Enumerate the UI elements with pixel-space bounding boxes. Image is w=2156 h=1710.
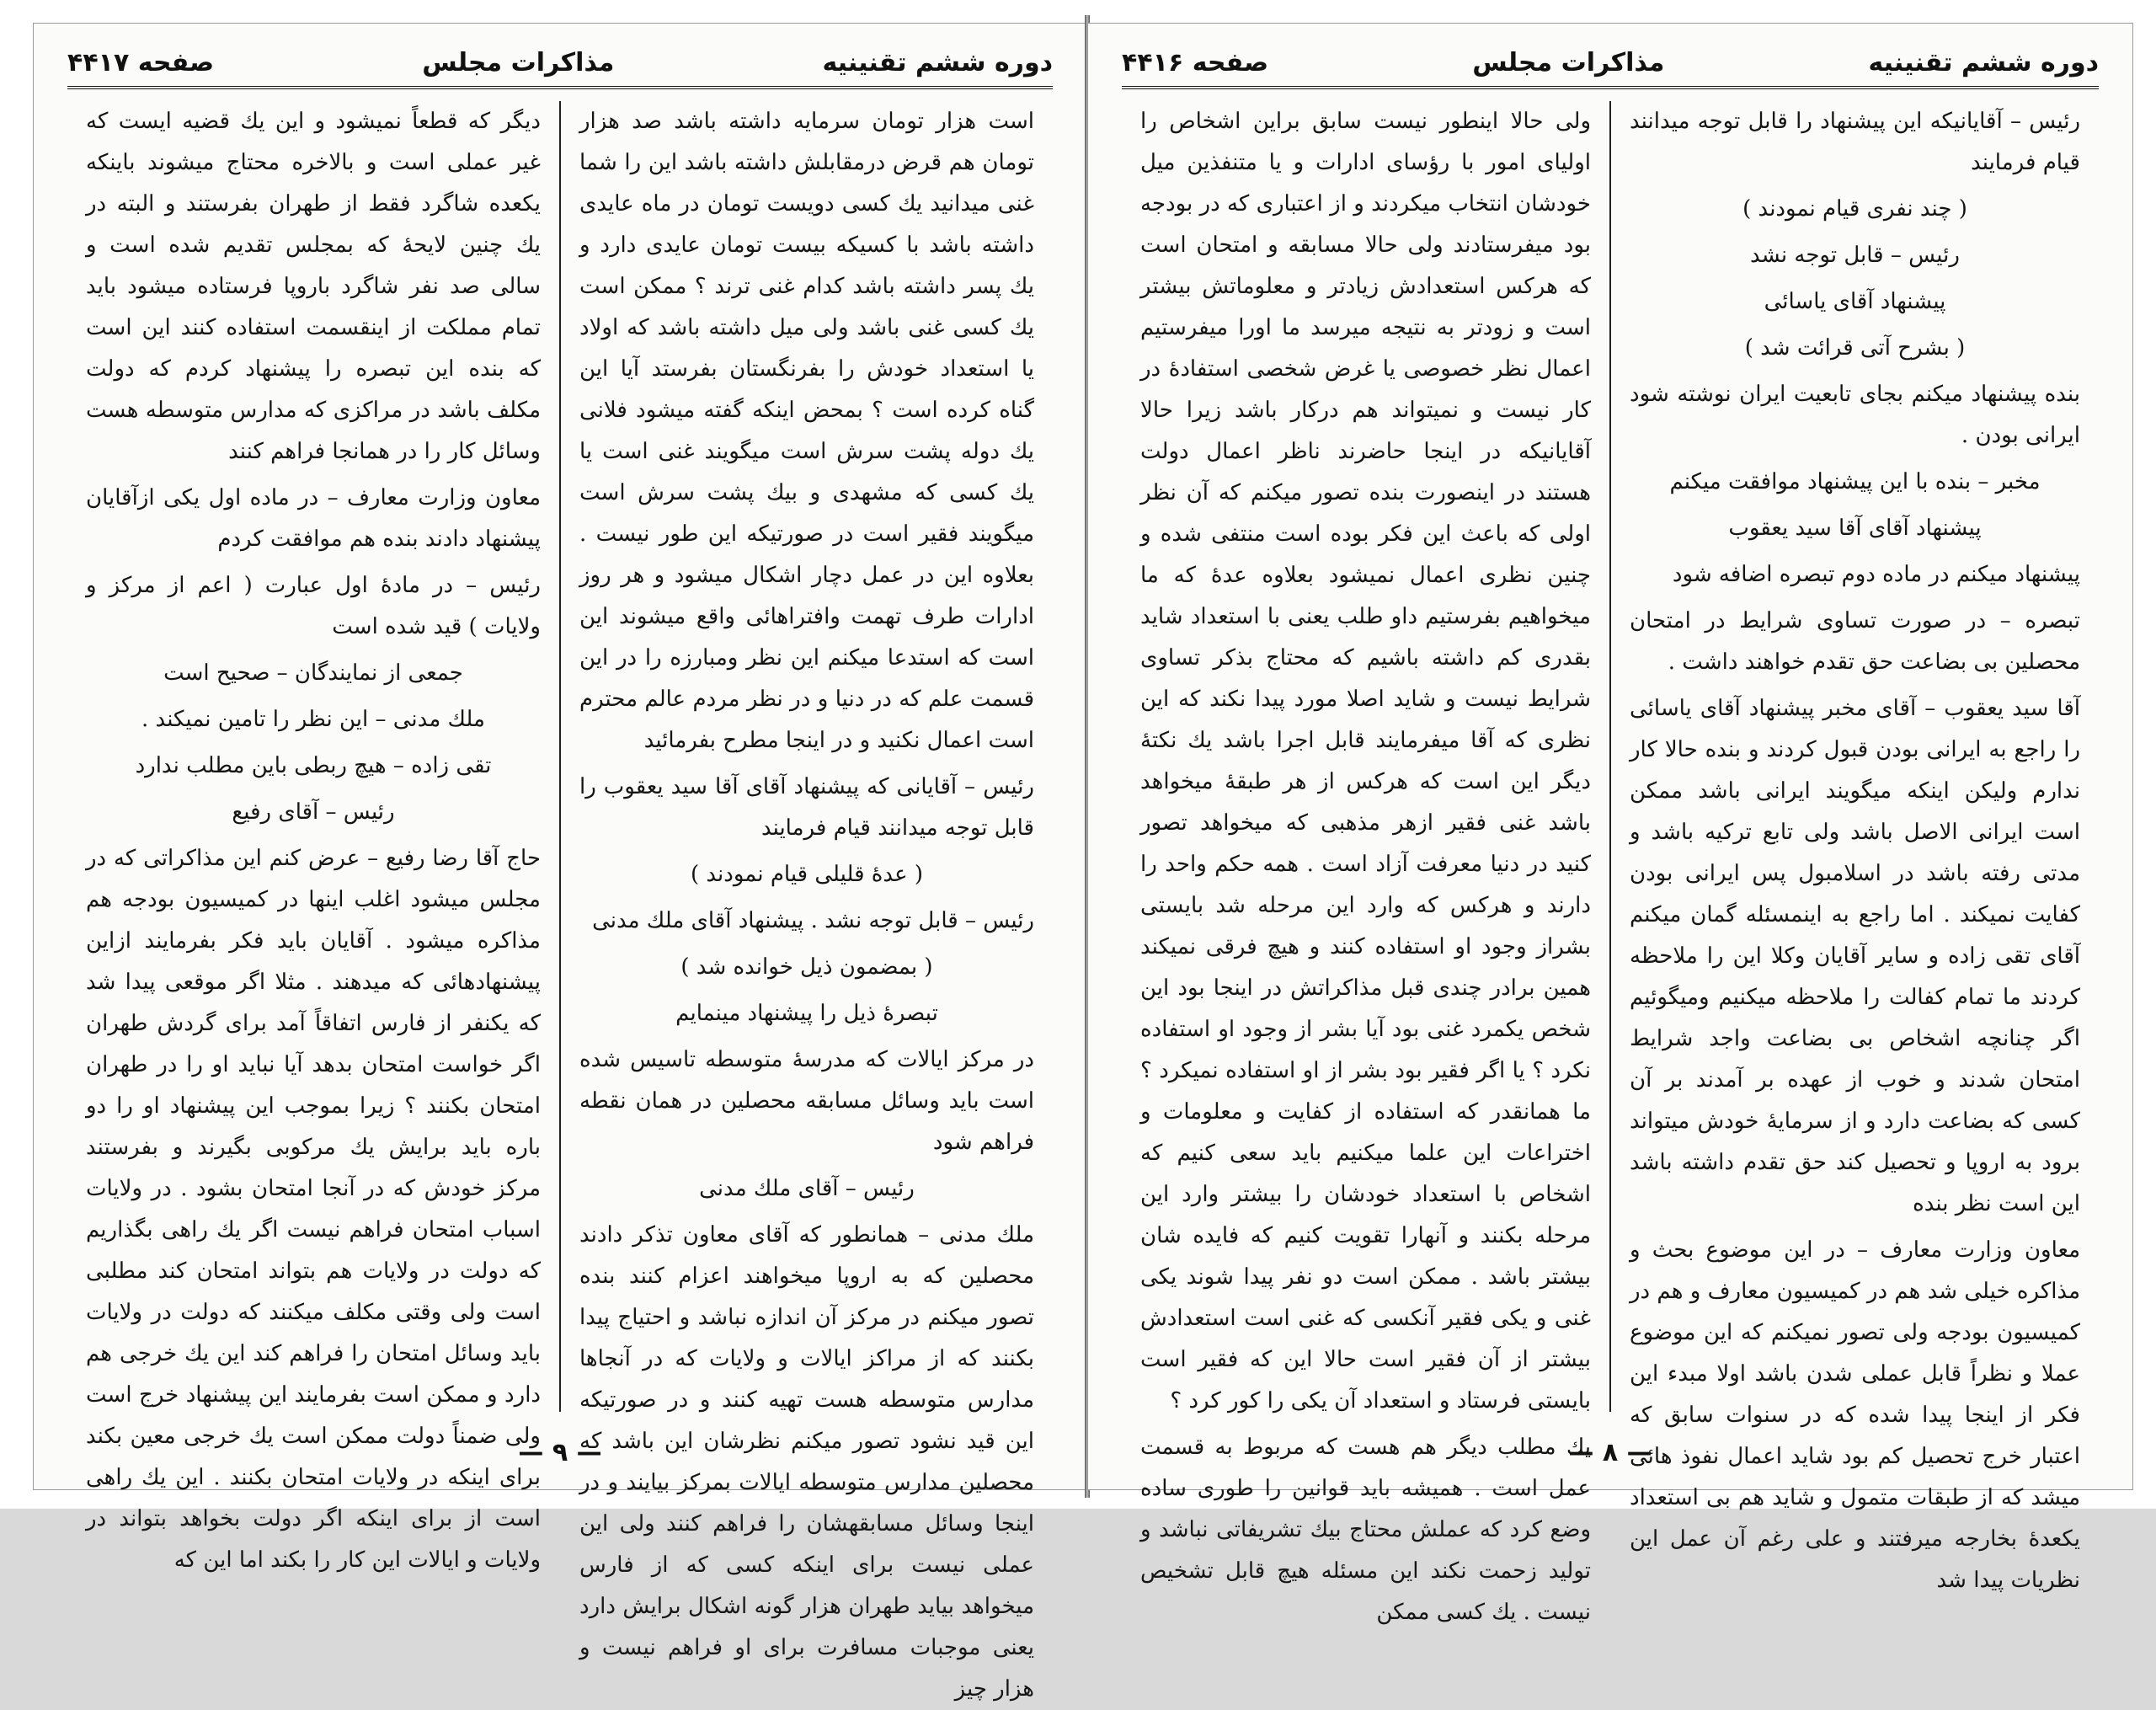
paragraph: مخبر – بنده با این پیشنهاد موافقت میکنم: [1669, 469, 2041, 494]
right-column-right: [1611, 101, 2099, 1593]
column-divider: [1609, 101, 1611, 1412]
paragraph: تبصره – در صورت تساوی شرایط در امتحان محصلین بی بضاعت حق تقدم خواهند داشت .: [1630, 608, 2080, 675]
column-divider: [559, 101, 561, 1412]
paragraph: ( چند نفری قیام نمودند ): [1742, 196, 1967, 222]
paragraph: معاون وزارت معارف – در این موضوع بحث و مذاکره خیلی شد هم در کمیسیون معارف و هم در کمیسیون بودجه ولی تصور نمیکنم که این موضوع عملا و نظراً قابل عملی شدن باشد اولا مبدء این فکر از اینجا پیدا شده که در سنوات سابق که اعتبار خرج تحصیل کم بود شاید اعمال نفوذ هائی میشد که از طبقات متمول و شاید هم بی استعداد یکعدهٔ بخارجه میرفتند و علی رغم آن عمل این نظریات پیدا شد: [1630, 1237, 2080, 1593]
paragraph: جمعی از نمایندگان – صحیح است: [163, 660, 463, 686]
paragraph: حاج آقا رضا رفیع – عرض کنم این مذاکراتی که در مجلس میشود اغلب اینها در کمیسیون بودجه هم مذاکره میشود . آقایان باید فکر بفرمایند ازاین پیشنهادهائی که میدهند . مثلا اگر موقعی پیدا شد که یکنفر از فارس اتفاقاً آمد برای گردش طهران اگر خواست امتحان بدهد آیا نباید او را در طهران امتحان بکنند ؟ زیرا بموجب این پیشنهاد او را دو باره باید برایش یك مرکوبی بگیرند و بفرستند مرکز خودش که در آنجا امتحان بشود . در ولایات اسباب امتحان فراهم نیست اگر یك راهی بگذاریم که دولت در ولایات هم بتواند امتحان کند مطلبی است ولی وقتی مکلف میکنند که دولت در ولایات باید وسائل امتحان را فراهم کند این یك خرجی هم دارد و ممکن است بفرمایند این پیشنهاد خرج است ولی ضمناً دولت ممکن است یك خرجی معین بکند برای اینکه در ولایات امتحان بکنند . این یك راهی است از برای اینکه اگر دولت بخواهد بتواند در ولایات و ایالات این کار را بکند اما این که: [86, 846, 541, 1573]
right-column-left: [1122, 101, 1609, 1625]
paragraph: ولی حالا اینطور نیست سابق براین اشخاص را اولیای امور با رؤسای ادارات و یا متنفذین میل خودشان انتخاب میکردند و از اعتباری که در بودجه بود میفرستادند ولی حالا مسابقه و امتحان است که هرکس استعدادش زیادتر و معلوماتش بیشتر است و زودتر به نتیجه میرسد ما اورا میفرستیم اعمال نظر خصوصی یا غرض شخصی استفادهٔ در کار نیست و نمیتواند هم درکار باشد زیرا حالا آقایانیکه در اینجا حاضرند ناظر اعمال دولت هستند در اینصورت بنده تصور میکنم که آن نظر اولی که باعث این فکر بوده است منتفی شده و چنین نظری اعمال نمیشود بعلاوه عدهٔ که ما میخواهیم بفرستیم داو طلب یعنی با استعداد شاید بقدری کم داشته باشیم که محتاج بذکر تساوی شرایط نیست و شاید اصلا مورد پیدا نکند که این نظری که آقا میفرمایند قابل اجرا باشد یك نکتهٔ دیگر این است که هرکس از هر طبقهٔ میخواهد باشد غنی فقیر ازهر مذهبی که میخواهد تصور کنید در دنیا معرفت آزاد است . همه حکم واحد را دارند و هرکس که وارد این مرحله شد بایستی بشراز وجود او استفاده کنند و هیچ فرقی نمیکند همین برادر چندی قبل مذاکراتش در اینجا بود این شخص یکمرد غنی بود آیا بشر از وجود او استفاده نکرد ؟ یا اگر فقیر بود بشر از او استفاده نمیکرد ؟ ما همانقدر که استفاده از کفایت و معلومات و اختراعات این علما میکنیم باید سعی کنیم که اشخاص با استعداد خودشان را بیشتر وارد این مرحله بکنند و آنهارا تقویت کنیم که فایده شان بیشتر باشد . ممکن است دو نفر پیدا شوند یکی غنی و یکی فقیر آنکسی که غنی است استعدادش بیشتر از آن فقیر است حالا این که فقیر است بایستی فرستاد و استعداد آن یکی را کور کرد ؟: [1140, 109, 1591, 1413]
paragraph: رئیس – آقایانی که پیشنهاد آقای آقا سید یعقوب را قابل توجه میدانند قیام فرمایند: [579, 774, 1034, 841]
paragraph: رئیس – آقای ملك مدنی: [699, 1176, 915, 1201]
paragraph: بنده پیشنهاد میکنم بجای تابعیت ایران نوشته شود ایرانی بودن .: [1630, 382, 2080, 448]
paragraph: ( بمضمون ذیل خوانده شد ): [680, 954, 933, 980]
paragraph: معاون وزارت معارف – در ماده اول یکی ازآقایان پیشنهاد دادند بنده هم موافقت کردم: [86, 485, 541, 552]
paragraph: است هزار تومان سرمایه داشته باشد صد هزار تومان هم قرض درمقابلش داشته باشد این را شما غنی میدانید یك کسی دویست تومان در ماه عایدی داشته باشد با کسیکه بیست تومان عایدی دارد و یك پسر داشته باشد کدام غنی ترند ؟ ممکن است یك کسی غنی باشد ولی میل داشته باشد که اولاد یا استعداد خودش را بفرنگستان بفرستد آیا این گناه کرده است ؟ بمحض اینکه گفته میشود فلانی یك دوله پشت سرش است میگویند غنی است یا یك کسی که مشهدی و بیك پشت سرش است میگویند فقیر است در صورتیکه این طور نیست . بعلاوه این در عمل دچار اشکال میشود و هر روز ادارات طرف تهمت وافتراهائی واقع میشوند این است که استدعا میکنم این نظر ومبارزه را در این قسمت علم که در دنیا و در نظر مردم عالم محترم است اعمال نکنید و در اینجا مطرح بفرمائید: [579, 109, 1034, 753]
right-title: مذاکرات مجلس: [1472, 47, 1665, 77]
paragraph: آقا سید یعقوب – آقای مخبر پیشنهاد آقای یاسائی را راجع به ایرانی بودن قبول کردند و بنده حالا کار ندارم ولیکن اینکه میگویند ایرانی باشد ممکن است ایرانی الاصل باشد ولی تابع ترکیه باشد و مدتی رفته باشد در اسلامبول پس ایرانی بودن کفایت نمیکند . اما راجع به اینمسئله گمان میکنم آقای تقی زاده و سایر آقایان وکلا این را ملاحظه کردند ما تمام کفالت را ملاحظه میکنیم ومیگوئیم اگر چنانچه اشخاص بی بضاعت واجد شرایط امتحان شدند و خوب از عهده بر آمدند بر آن کسی که بضاعت دارد و از سرمایهٔ خودش میتواند برود به اروپا و تحصیل کند حق تقدم داشته باشد این است نظر بنده: [1630, 696, 2080, 1216]
paragraph: ملك مدنی – همانطور که آقای معاون تذکر دادند محصلین که به اروپا میخواهند اعزام کنند بنده تصور میکنم در مرکز آن اندازه نباشد و احتیاج پیدا بکنند که از مراکز ایالات و ولایات که در آنجاها مدارس متوسطه هست تهیه کنند و در صورتیکه این قید نشود تصور میکنم نظرشان این باشد که محصلین مدارس متوسطه ایالات بمرکز بیایند و در اینجا وسائل مسابقهشان را فراهم کنند ولی این عملی نیست برای اینکه کسی که از فارس میخواهد بیاید طهران هزار گونه اشکال برایش دارد یعنی موجبات مسافرت برای او فراهم نیست و هزار چیز: [579, 1222, 1034, 1702]
left-columns: [67, 101, 1053, 1702]
left-page-header: [67, 39, 1053, 89]
paragraph: رئیس – آقای رفیع: [232, 799, 395, 825]
paragraph: یك مطلب دیگر هم هست که مربوط به قسمت عمل است . همیشه باید قوانین را طوری ساده وضع کرد که عملش محتاج بیك تشریفاتی نباشد و تولید زحمت نکند این مسئله هیچ قابل تشخیص نیست . یك کسی ممکن: [1140, 1435, 1591, 1625]
paragraph: رئیس – قابل توجه نشد . پیشنهاد آقای ملك مدنی: [592, 908, 1034, 933]
left-column-right: [561, 101, 1053, 1702]
right-session-label: دوره ششم تقنینیه: [1868, 47, 2099, 77]
right-columns: [1122, 101, 2099, 1625]
paragraph: رئیس – در مادهٔ اول عبارت ( اعم از مرکز و ولایات ) قید شده است: [86, 573, 541, 639]
paragraph: پیشنهاد آقای آقا سید یعقوب: [1728, 516, 1982, 541]
left-page-footer: [67, 1435, 1053, 1469]
paragraph: دیگر که قطعاً نمیشود و این یك قضیه ایست که غیر عملی است و بالاخره محتاج میشوند باینکه یکعده شاگرد فقط از طهران بفرستند و البته در یك چنین لایحهٔ که بمجلس تقدیم شده است و سالی صد نفر شاگرد باروپا فرستاده میشود باید تمام مملکت از اینقسمت استفاده کنند این است که بنده این تبصره را پیشنهاد کردم که دولت مکلف باشد در مراکزی که مدارس متوسطه هست وسائل کار را در همانجا فراهم کنند: [86, 109, 541, 464]
left-page-number: صفحه ۴۴۱۷: [67, 47, 215, 77]
paragraph: تبصرهٔ ذیل را پیشنهاد مینمایم: [675, 1001, 938, 1026]
paragraph: رئیس – قابل توجه نشد: [1750, 243, 1960, 268]
right-page-header: [1122, 39, 2099, 89]
paragraph: ملك مدنی – این نظر را تامین نمیکند .: [141, 707, 485, 732]
left-session-label: دوره ششم تقنینیه: [822, 47, 1053, 77]
paragraph: رئیس – آقایانیکه این پیشنهاد را قابل توجه میدانند قیام فرمایند: [1630, 109, 2080, 175]
paragraph: ( بشرح آتی قرائت شد ): [1744, 335, 1966, 361]
left-page: [34, 24, 1086, 1702]
right-page: [1088, 24, 2132, 1625]
paragraph: در مرکز ایالات که مدرسهٔ متوسطه تاسیس شده است باید وسائل مسابقه محصلین در همان نقطه فراهم شود: [579, 1047, 1034, 1155]
left-column-left: [67, 101, 559, 1573]
paragraph: ( عدهٔ قلیلی قیام نمودند ): [690, 862, 923, 887]
right-page-number: صفحه ۴۴۱۶: [1122, 47, 1269, 77]
left-page-footer-number: — ۹ —: [518, 1437, 602, 1467]
paragraph: پیشنهاد آقای یاسائی: [1764, 289, 1946, 314]
left-title: مذاکرات مجلس: [422, 47, 615, 77]
paragraph: پیشنهاد میکنم در ماده دوم تبصره اضافه شود: [1672, 562, 2080, 587]
right-page-footer-number: — ۸ —: [1568, 1437, 1652, 1467]
right-page-footer: [1122, 1435, 2099, 1469]
paragraph: تقی زاده – هیچ ربطی باین مطلب ندارد: [135, 753, 492, 778]
